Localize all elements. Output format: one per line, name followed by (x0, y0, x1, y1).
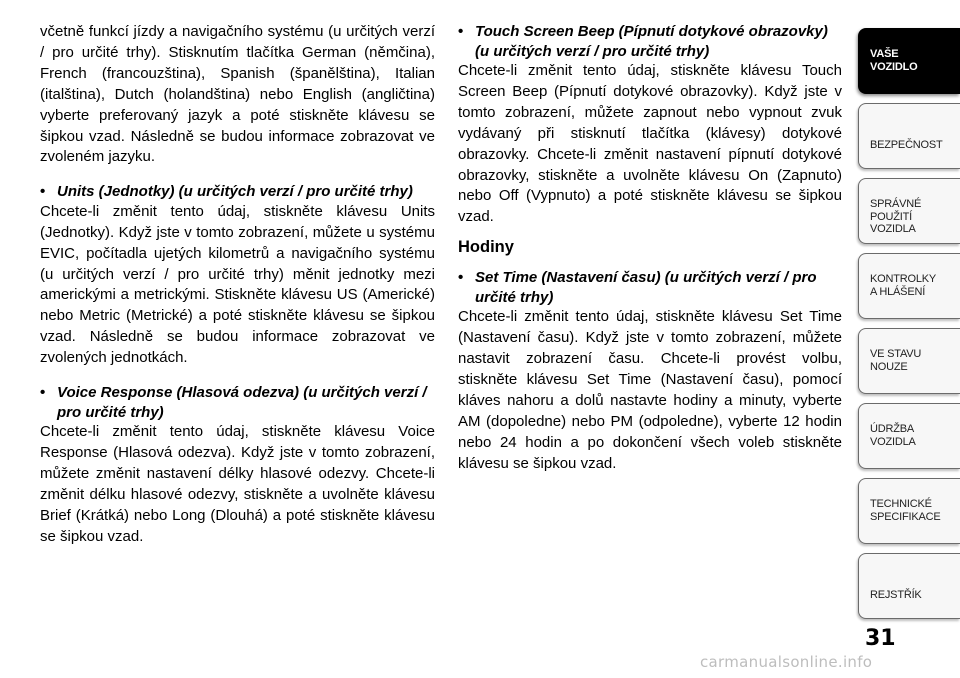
voice-paragraph: Chcete-li změnit tento údaj, stiskněte klávesu Voice Response (Hlasová odezva). Když jste v tomto zobrazení, můžete změnit nastavení délky hlasové odezvy. Chcete-li změnit délku hlasové odezvy, stiskněte a uvolněte klávesu Brief (Krátká) nebo Long (Dlouhá) a poté stiskněte klávesu se šipkou vzad. (40, 423, 435, 545)
tab-label: VAŠE VOZIDLO (870, 48, 918, 73)
tab-udrzba-vozidla[interactable] (858, 403, 960, 469)
tab-ve-stavu-nouze[interactable] (858, 328, 960, 394)
tab-label: TECHNICKÉ SPECIFIKACE (870, 498, 941, 523)
right-column (458, 22, 842, 475)
voice-title: Voice Response (Hlasová odezva) (u určitých verzí / pro určité trhy) (57, 384, 427, 421)
tab-spravne-pouziti-vozidla[interactable] (858, 178, 960, 244)
section-heading-hodiny: Hodiny (458, 238, 514, 257)
chapter-tabs (858, 0, 960, 678)
tab-rejstrik[interactable] (858, 553, 960, 619)
beep-paragraph: Chcete-li změnit tento údaj, stiskněte klávesu Touch Screen Beep (Pípnutí dotykové obrazovky). Když jste v tomto zobrazení, můžete zapnout nebo vypnout zvuk vydávaný při stisknutí tlačítka (klávesy) dotykové obrazovky. Chcete-li změnit nastavení pípnutí dotykové obrazovky, stiskněte a uvolněte klávesu On (Zapnuto) nebo Off (Vypnuto) a poté stiskněte klávesu se šipkou vzad. (458, 62, 842, 226)
tab-label: BEZPEČNOST (870, 139, 943, 151)
bullet-glyph: • (458, 269, 464, 287)
units-paragraph: Chcete-li změnit tento údaj, stiskněte klávesu Units (Jednotky). Když jste v tomto zobrazení, můžete u systému EVIC, počítadla ujetých kilometrů a navigačního systému (u určitých verzí / pro určité trhy) měnit jednotky mezi americkými a metrickými. Stiskněte klávesu US (Americké) nebo Metric (Metrické) a poté stiskněte klávesu se šipkou vzad. Následně se budou informace zobrazovat ve zvolených jednotkách. (40, 202, 435, 367)
time-paragraph: Chcete-li změnit tento údaj, stiskněte klávesu Set Time (Nastavení času). Když jste v tomto zobrazení, můžete nastavit zobrazení času. Chcete-li provést volbu, stiskněte klávesu Set Time (Nastavení času), pomocí kláves nahoru a dolů nastavte hodiny a minuty, vyberte AM (dopoledne) nebo PM (odpoledne), vyberte 12 hodin nebo 24 hodin a po dokončení všech voleb stiskněte klávesu se šipkou vzad. (458, 308, 842, 472)
tab-kontrolky-a-hlaseni[interactable] (858, 253, 960, 319)
tab-label: SPRÁVNÉ POUŽITÍ VOZIDLA (870, 198, 922, 235)
page-number: 31 (865, 626, 896, 651)
tab-label: KONTROLKY A HLÁŠENÍ (870, 273, 937, 298)
beep-title: Touch Screen Beep (Pípnutí dotykové obrazovky) (u určitých verzí / pro určité trhy) (475, 23, 828, 60)
beep-bullet-title (458, 22, 842, 61)
time-title: Set Time (Nastavení času) (u určitých verzí / pro určité trhy) (475, 269, 817, 306)
intro-paragraph: včetně funkcí jízdy a navigačního systému (u určitých verzí / pro určité trhy). Stisknutím tlačítka German (němčina), French (francouzština), Spanish (španělština), Italian (italština), Dutch (holandština) nebo English (angličtina) vyberte preferovaný jazyk a poté stiskněte klávesu se šipkou vzad. Následně se budou informace zobrazovat ve zvoleném jazyku. (40, 23, 435, 166)
voice-bullet-title (40, 383, 435, 422)
time-bullet-title (458, 268, 842, 307)
tab-technicke-specifikace[interactable] (858, 478, 960, 544)
bullet-glyph: • (40, 384, 46, 402)
watermark: carmanualsonline.info (700, 653, 873, 671)
units-title: Units (Jednotky) (u určitých verzí / pro určité trhy) (57, 183, 413, 201)
tab-bezpecnost[interactable] (858, 103, 960, 169)
bullet-glyph: • (458, 23, 464, 40)
left-column (40, 22, 435, 548)
tab-label: REJSTŘÍK (870, 589, 922, 601)
bullet-glyph: • (40, 183, 46, 201)
tab-vase-vozidlo[interactable] (858, 28, 960, 94)
tab-label: VE STAVU NOUZE (870, 348, 922, 373)
units-bullet-title (40, 182, 435, 202)
tab-label: ÚDRŽBA VOZIDLA (870, 423, 916, 448)
